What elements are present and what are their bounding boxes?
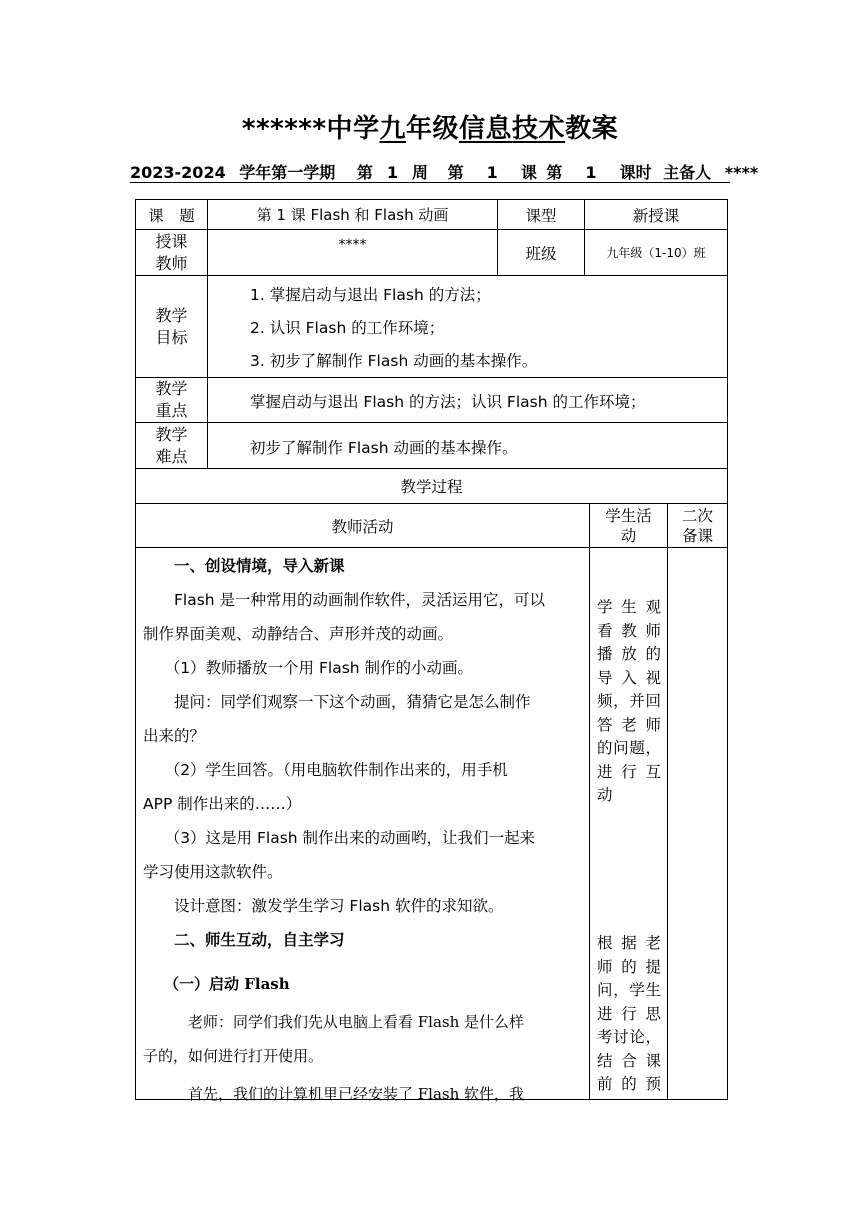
- type-value: 新授课: [632, 206, 680, 225]
- key-points-label: 教学 重点: [155, 379, 188, 420]
- lesson-meta-line: 2023-2024 学年第一学期 第 1 周 第 1 课 第 1 课时 主备人 ****: [130, 160, 730, 183]
- teacher-label: 授课 教师: [155, 231, 188, 273]
- preparer-name: ****: [724, 163, 759, 182]
- difficulties-label: 教学 难点: [155, 424, 188, 466]
- paragraph: 设计意图：激发学生学习 Flash 软件的求知欲。: [174, 897, 504, 915]
- class-label: 班级: [525, 244, 557, 263]
- goal-item: 2. 认识 Flash 的工作环境；: [250, 319, 445, 337]
- lesson-number: 1: [469, 163, 515, 183]
- week-number: 1: [378, 163, 406, 183]
- goal-item: 1. 掌握启动与退出 Flash 的方法；: [250, 286, 491, 304]
- teacher-activity-body: [143, 549, 583, 1111]
- paragraph: Flash 是一种常用的动画制作软件，灵活运用它，可以: [174, 591, 546, 609]
- paragraph: （1）教师播放一个用 Flash 制作的小动画。: [164, 659, 474, 677]
- paragraph: 首先，我们的计算机里已经安装了 Flash 软件，我: [188, 1085, 525, 1103]
- type-label: 课型: [525, 206, 557, 225]
- key-points-value: 掌握启动与退出 Flash 的方法；认识 Flash 的工作环境；: [250, 393, 646, 411]
- student-activity-block: 根 据 老 师 的 提 问，学生 进 行 思 考讨论， 结 合 课 前 的 预: [597, 934, 661, 1093]
- paragraph: （2）学生回答。（用电脑软件制作出来的，用手机: [164, 761, 508, 779]
- teacher-activity-header: 教师活动: [331, 517, 394, 536]
- goal-item: 3. 初步了解制作 Flash 动画的基本操作。: [250, 352, 538, 370]
- school-year: 2023-2024: [130, 163, 226, 182]
- document-title: ******中学九年级信息技术教案: [241, 114, 619, 144]
- course-label: 课 题: [148, 206, 195, 225]
- term: 学年第一学期: [239, 163, 336, 182]
- difficulties-value: 初步了解制作 Flash 动画的基本操作。: [250, 439, 518, 457]
- teacher-value: ****: [338, 237, 367, 253]
- goals-label: 教学 目标: [155, 305, 188, 347]
- course-title: 第 1 课 Flash 和 Flash 动画: [256, 206, 449, 224]
- paragraph: 提问：同学们观察一下这个动画，猜猜它是怎么制作: [174, 693, 531, 711]
- process-header: 教学过程: [400, 478, 463, 496]
- paragraph-cont: APP 制作出来的……）: [143, 795, 302, 813]
- student-activity-header: 学生活 动: [605, 506, 652, 545]
- paragraph-cont: 学习使用这款软件。: [143, 863, 283, 881]
- period-number: 1: [568, 163, 614, 183]
- student-activity-block: 学 生 观 看 教 师 播 放 的 导 入 视 频，并回 答 老 师 的问题， 进 行 互 动: [597, 598, 661, 804]
- second-prep-header: 二次 备课: [681, 506, 713, 545]
- class-value: 九年级（1-10）班: [606, 246, 706, 260]
- section-heading: 二、师生互动，自主学习: [174, 931, 345, 949]
- section-heading: 一、创设情境，导入新课: [174, 557, 345, 575]
- paragraph: 老师：同学们我们先从电脑上看看 Flash 是什么样: [188, 1013, 525, 1031]
- sub-heading: （一）启动 Flash: [164, 975, 290, 993]
- paragraph-cont: 出来的？: [143, 727, 206, 745]
- paragraph: （3）这是用 Flash 制作出来的动画哟，让我们一起来: [164, 829, 536, 847]
- paragraph-cont: 制作界面美观、动静结合、声形并茂的动画。: [143, 625, 454, 643]
- paragraph-cont: 子的，如何进行打开使用。: [143, 1047, 324, 1065]
